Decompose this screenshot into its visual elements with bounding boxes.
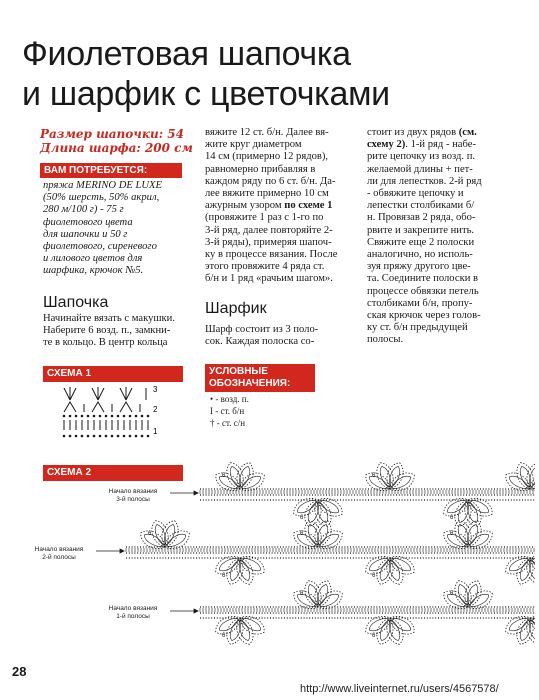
flowers-middle-up: [137, 518, 496, 553]
right-line: столбиками б/н, пропу-: [367, 297, 473, 309]
scheme1-row2: [64, 402, 140, 412]
title-line-2: и шарфик с цветочками: [22, 75, 390, 113]
legend-item: • - возд. п.: [210, 394, 249, 404]
needs-line: фиолетового цвета: [43, 216, 133, 228]
mid-line: 14 см (примерно 12 рядов),: [205, 151, 329, 163]
petal-number: 6: [450, 515, 454, 521]
right-line: ли для лепестков. 2-й ряд: [367, 175, 482, 187]
right-line: стоит из двух рядов: [367, 127, 459, 138]
right-line: полосы.: [367, 334, 404, 346]
right-line: . 1-й ряд - набе-: [405, 139, 476, 151]
right-line: Свяжите еще 2 полоски: [367, 236, 475, 248]
right-line: аналогично, но исполь-: [367, 249, 473, 261]
right-line: ку ст. б/н предыдущей: [367, 322, 468, 334]
legend-header-line: ОБОЗНАЧЕНИЯ:: [209, 378, 291, 389]
petal-number: 6: [372, 633, 376, 639]
right-line: - обвяжите цепочку и: [367, 188, 464, 200]
scheme-ref: схему 2): [367, 139, 406, 151]
row-number: 2: [153, 405, 158, 414]
mid-line: (провяжите 1 раз с 1-го по: [205, 212, 324, 224]
mid-line: жите круг диаметром: [205, 139, 302, 151]
petal-number: 6: [450, 591, 454, 597]
right-line: н. Провязав 2 ряда, обо-: [367, 212, 476, 224]
source-url: http://www.liveinternet.ru/users/4567578/: [300, 683, 499, 695]
mid-line: равномерно прибавляя в: [205, 163, 316, 175]
needs-line: пряжа MERINO DE LUXE: [43, 180, 162, 191]
needs-line: и лилового цветов для: [43, 253, 143, 265]
label-line: 3-й полосы: [116, 496, 150, 503]
legend-item: I - ст. б/н: [210, 406, 245, 416]
mid-line-with-ref: [205, 200, 365, 212]
mid-line: 3-й ряд, далее повторяйте 2-: [205, 224, 333, 236]
label-line: 1-й полосы: [116, 613, 150, 620]
needs-line: (50% шерсть, 50% акрил,: [43, 192, 160, 204]
petal-number: 6: [148, 531, 152, 537]
legend-header-line: УСЛОВНЫЕ: [209, 366, 268, 377]
right-line: лепестки столбиками б/: [367, 200, 475, 212]
scheme1-row1: [64, 420, 148, 430]
needs-line: фиолетового, сиреневого: [43, 241, 157, 253]
legend-header: [205, 364, 315, 392]
page-title: [22, 34, 532, 114]
size-info: [40, 127, 200, 155]
scheme-ref: по схеме 1: [284, 200, 333, 212]
petal-number: 6: [372, 473, 376, 479]
right-line-second: [367, 139, 532, 151]
row-number: 3: [153, 385, 158, 394]
flowers-lower-up: [290, 578, 496, 613]
label-line: Начало вязания: [108, 605, 158, 612]
right-line: та. Соедините полоски в: [367, 273, 479, 285]
mid-line: ажурным узором: [205, 200, 285, 212]
row-number: 1: [153, 427, 158, 436]
mid-line: ку в процессе вязания. После: [205, 249, 338, 261]
label-line: 2-й полосы: [42, 554, 76, 561]
petal-number: 6: [300, 515, 304, 521]
hat-heading: Шапочка: [43, 294, 109, 311]
petal-number: 6: [372, 573, 376, 579]
hat-line: Начинайте вязать с макушки.: [43, 313, 176, 324]
scheme-ref: (см.: [458, 127, 477, 138]
scheme1-row3: [64, 387, 146, 400]
legend-item: † - ст. с/н: [210, 418, 246, 428]
mid-line: каждом ряду по 6 ст. б/н. Да-: [205, 175, 336, 187]
mid-line: лее вяжите примерно 10 см: [205, 188, 329, 200]
right-line: ская крючок через голов-: [367, 310, 481, 322]
label-line: Начало вязания: [108, 488, 158, 495]
scarf-length: Длина шарфа: 200 см: [40, 141, 193, 155]
needs-line: 280 м/100 г) - 75 г: [43, 204, 124, 216]
flowers-upper-down: [290, 493, 496, 528]
flowers-bottom-down: [212, 611, 535, 646]
petal-number: 6: [222, 633, 226, 639]
hat-text: [43, 313, 193, 350]
hat-size: Размер шапочки: 54: [40, 127, 184, 141]
needs-line: для шапочки и 50 г: [43, 228, 128, 240]
mid-line: 3-й ряды), примеряя шапоч-: [205, 236, 332, 248]
scarf-line: Шарф состоит из 3 поло-: [205, 324, 319, 335]
needs-header: ВАМ ПОТРЕБУЕТСЯ:: [40, 163, 182, 178]
right-line: желаемой длины + пет-: [367, 163, 473, 175]
petal-number: 6: [222, 573, 226, 579]
petal-number: 6: [300, 531, 304, 537]
hat-line: те в кольцо. В центр кольца: [43, 337, 168, 349]
scarf-line: сок. Каждая полоска со-: [205, 336, 315, 348]
scheme2-label: СХЕМА 2: [43, 465, 183, 480]
chain-ticks: [126, 490, 534, 612]
right-line: зуя пряжу другого цве-: [367, 261, 471, 273]
petal-number: 6: [222, 473, 226, 479]
petal-numbers: [148, 473, 454, 639]
mid-line: вяжите 12 ст. б/н. Далее вя-: [205, 127, 329, 138]
right-line-first: [367, 127, 532, 139]
mid-line: этого провяжите 4 ряда ст.: [205, 261, 325, 273]
mid-line: б/н и 1 ряд «рачьим шагом».: [205, 273, 333, 285]
needs-list: [43, 180, 193, 278]
petal-number: 6: [450, 531, 454, 537]
scheme1-diagram: [60, 382, 170, 444]
hat-line: Наберите 6 возд. п., замкни-: [43, 325, 171, 337]
scheme1-label: СХЕМА 1: [43, 366, 183, 381]
petal-number: 6: [300, 591, 304, 597]
needs-line: шарфика, крючок №5.: [43, 265, 144, 277]
right-line: рите цепочку из возд. п.: [367, 151, 476, 163]
scarf-text: [205, 324, 365, 348]
label-line: Начало вязания: [34, 546, 84, 553]
right-line: процессе обвязки петель: [367, 285, 479, 297]
middle-column-text: [205, 127, 365, 286]
right-column-text: [367, 127, 532, 347]
title-line-1: Фиолетовая шапочка: [22, 35, 351, 73]
scheme2-diagram: [90, 447, 535, 679]
page-number: 28: [12, 664, 27, 679]
flowers-middle-down: [212, 551, 535, 586]
start-label-strip2: [24, 546, 94, 562]
right-line: рвите и закрепите нить.: [367, 224, 475, 236]
scarf-heading: Шарфик: [205, 300, 267, 317]
legend-list: [210, 393, 249, 429]
